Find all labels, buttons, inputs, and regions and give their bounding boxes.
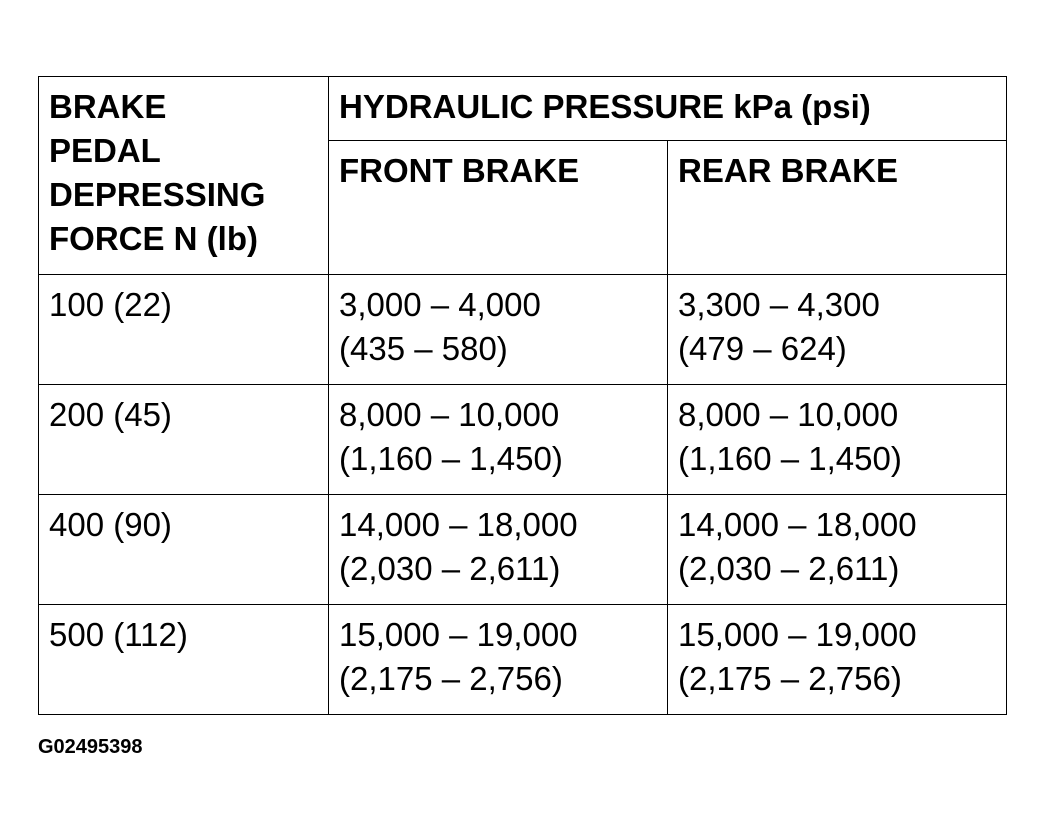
- force-value: 400 (90): [49, 506, 172, 543]
- header-front-label: FRONT BRAKE: [339, 152, 580, 189]
- force-cell: [39, 605, 329, 715]
- rear-pressure-cell: [668, 385, 1007, 495]
- figure-id-label: G02495398: [38, 736, 143, 758]
- header-force-line: PEDAL: [49, 132, 161, 169]
- force-cell: [39, 385, 329, 495]
- front-pressure-cell: [329, 275, 668, 385]
- force-cell: [39, 275, 329, 385]
- front-pressure-cell: [329, 605, 668, 715]
- rear-kpa: 14,000 – 18,000: [678, 506, 917, 543]
- front-pressure-cell: [329, 385, 668, 495]
- brake-pressure-spec-table: [38, 76, 1007, 715]
- force-value: 100 (22): [49, 286, 172, 323]
- header-front-brake: [329, 141, 668, 275]
- front-psi: (2,175 – 2,756): [339, 660, 563, 697]
- table-row: [39, 275, 1007, 385]
- front-psi: (2,030 – 2,611): [339, 550, 561, 587]
- rear-psi: (2,175 – 2,756): [678, 660, 902, 697]
- header-hydraulic-pressure: [329, 77, 1007, 141]
- rear-pressure-cell: [668, 495, 1007, 605]
- rear-psi: (2,030 – 2,611): [678, 550, 900, 587]
- rear-pressure-cell: [668, 275, 1007, 385]
- front-psi: (435 – 580): [339, 330, 508, 367]
- front-kpa: 15,000 – 19,000: [339, 616, 578, 653]
- rear-psi: (1,160 – 1,450): [678, 440, 902, 477]
- front-kpa: 8,000 – 10,000: [339, 396, 560, 433]
- header-rear-brake: [668, 141, 1007, 275]
- table-row: [39, 385, 1007, 495]
- table-row: [39, 495, 1007, 605]
- front-pressure-cell: [329, 495, 668, 605]
- header-force-line: FORCE N (lb): [49, 220, 258, 257]
- header-pressure-label: HYDRAULIC PRESSURE kPa (psi): [339, 88, 871, 125]
- front-kpa: 3,000 – 4,000: [339, 286, 541, 323]
- front-kpa: 14,000 – 18,000: [339, 506, 578, 543]
- force-value: 200 (45): [49, 396, 172, 433]
- front-psi: (1,160 – 1,450): [339, 440, 563, 477]
- force-cell: [39, 495, 329, 605]
- rear-pressure-cell: [668, 605, 1007, 715]
- header-row-main: [39, 77, 1007, 141]
- header-force-line: DEPRESSING: [49, 176, 266, 213]
- header-pedal-force: [39, 77, 329, 275]
- header-force-line: BRAKE: [49, 88, 167, 125]
- rear-kpa: 15,000 – 19,000: [678, 616, 917, 653]
- rear-kpa: 8,000 – 10,000: [678, 396, 899, 433]
- force-value: 500 (112): [49, 616, 188, 653]
- rear-psi: (479 – 624): [678, 330, 847, 367]
- rear-kpa: 3,300 – 4,300: [678, 286, 880, 323]
- header-rear-label: REAR BRAKE: [678, 152, 899, 189]
- table-row: [39, 605, 1007, 715]
